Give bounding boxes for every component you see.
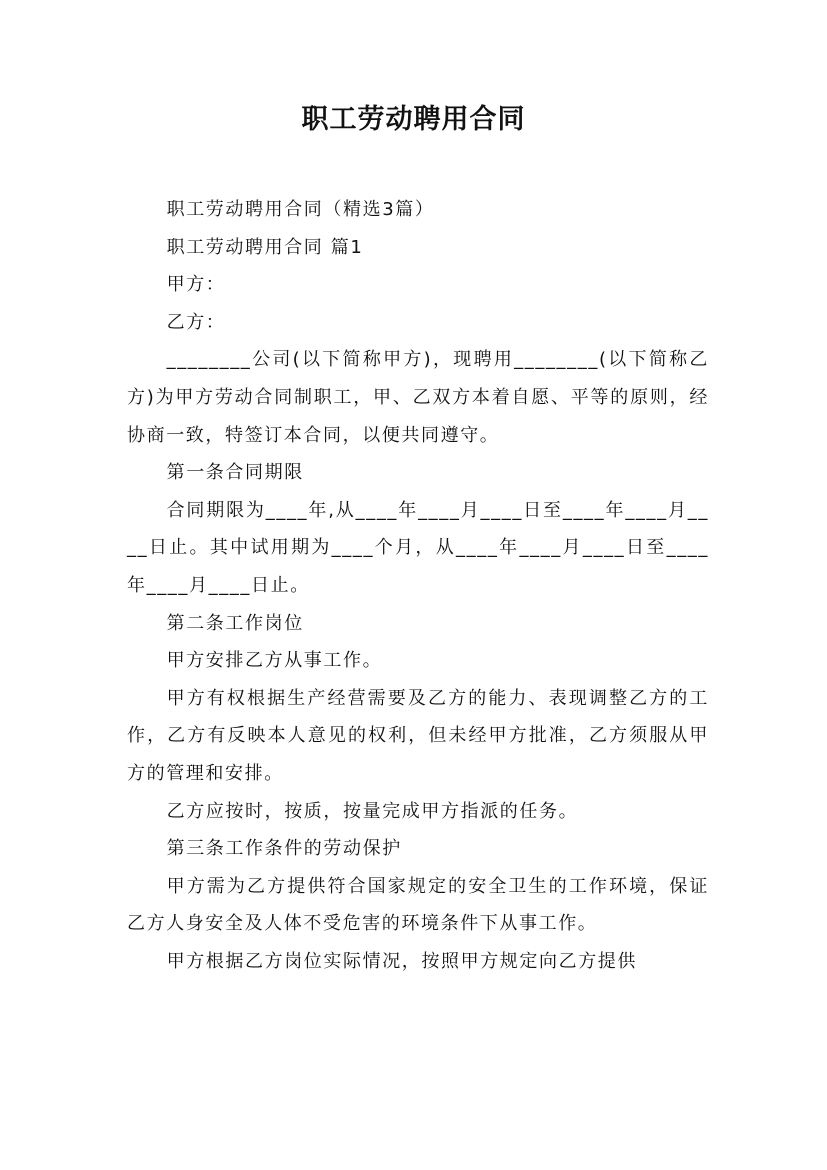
paragraph: 乙方应按时，按质，按量完成甲方指派的任务。 (166, 800, 579, 822)
paragraph: 甲方安排乙方从事工作。 (166, 650, 383, 672)
document-body (127, 191, 709, 980)
paragraph: 甲方有权根据生产经营需要及乙方的能力、表现调整乙方的工作，乙方有反映本人意见的权利，但未经甲方批准，乙方须服从甲方的管理和安排。 (127, 687, 709, 784)
paragraph: 乙方： (166, 311, 226, 333)
paragraph: 甲方需为乙方提供符合国家规定的安全卫生的工作环境，保证乙方人身安全及人体不受危害的环境条件下从事工作。 (127, 875, 709, 935)
paragraph: 职工劳动聘用合同 篇1 (166, 236, 364, 258)
paragraph: 职工劳动聘用合同（精选3篇） (166, 199, 435, 220)
paragraph: ________公司(以下简称甲方)，现聘用________(以下简称乙方)为甲方劳动合同制职工，甲、乙双方本着自愿、平等的原则，经协商一致，特签订本合同，以便共同遵守。 (127, 349, 709, 446)
paragraph: 第一条合同期限 (166, 462, 304, 484)
paragraph: 合同期限为____年,从____年____月____日至____年____月____日止。其中试用期为____个月，从____年____月____日至____年____月____日止。 (127, 499, 709, 596)
paragraph: 甲方： (166, 274, 226, 296)
paragraph: 第二条工作岗位 (166, 612, 304, 634)
paragraph: 甲方根据乙方岗位实际情况，按照甲方规定向乙方提供 (166, 950, 637, 972)
paragraph: 第三条工作条件的劳动保护 (166, 838, 402, 860)
document-title: 职工劳动聘用合同 (301, 104, 526, 135)
